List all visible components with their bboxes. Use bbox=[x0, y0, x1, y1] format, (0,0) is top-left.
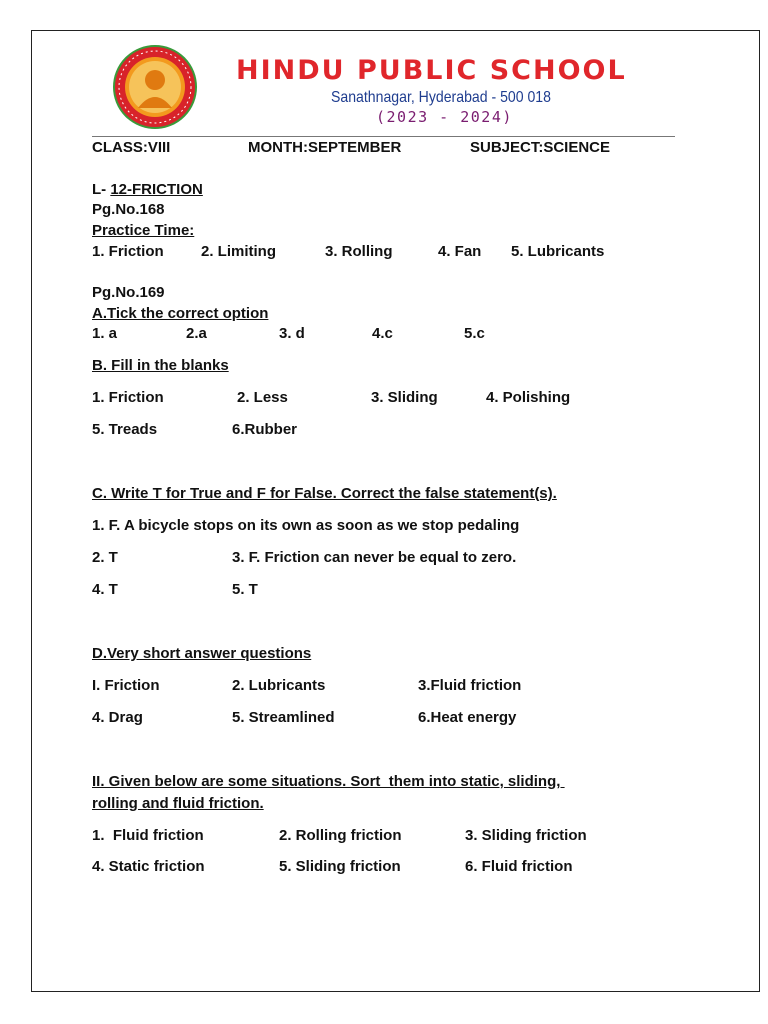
practice-answer: 1. Friction bbox=[92, 243, 164, 260]
section-b-answer: 6.Rubber bbox=[232, 421, 298, 438]
section-d-answer: 5. Streamlined bbox=[232, 709, 335, 726]
section-c-title: C. Write T for True and F for False. Correct the false statement(s). bbox=[92, 485, 557, 502]
section-c-answer: 4. T bbox=[92, 581, 118, 598]
section-ii-answer: 1. Fluid friction bbox=[92, 827, 204, 844]
school-name: HINDU PUBLIC SCHOOL bbox=[236, 55, 627, 86]
month-label: MONTH:SEPTEMBER bbox=[248, 139, 402, 156]
practice-answer: 3. Rolling bbox=[325, 243, 393, 260]
section-ii-title-line1: II. Given below are some situations. Sort them into static, sliding, bbox=[92, 773, 565, 790]
section-c-answer: 1. F. A bicycle stops on its own as soon as we stop pedaling bbox=[92, 517, 520, 534]
section-b-answer: 2. Less bbox=[237, 389, 288, 406]
lesson-title: 12-FRICTION bbox=[110, 181, 203, 198]
section-a-answer: 1. a bbox=[92, 325, 118, 342]
practice-answer: 5. Lubricants bbox=[511, 243, 605, 260]
section-ii-title-line2: rolling and fluid friction. bbox=[92, 795, 264, 812]
practice-answer: 2. Limiting bbox=[201, 243, 276, 260]
lesson-prefix: L- bbox=[92, 181, 111, 198]
section-b-title: B. Fill in the blanks bbox=[92, 357, 229, 374]
section-ii-answer: 2. Rolling friction bbox=[279, 827, 402, 844]
page-border bbox=[31, 30, 760, 992]
section-c-answer: 5. T bbox=[232, 581, 258, 598]
section-a-answer: 3. d bbox=[279, 325, 305, 342]
section-ii-answer: 5. Sliding friction bbox=[279, 858, 401, 875]
section-ii-answer: 6. Fluid friction bbox=[465, 858, 573, 875]
academic-year: (2023 - 2024) bbox=[376, 108, 513, 126]
section-b-answer: 4. Polishing bbox=[486, 389, 571, 406]
lesson-heading bbox=[92, 181, 203, 198]
school-logo bbox=[112, 44, 198, 130]
section-b-answer: 5. Treads bbox=[92, 421, 158, 438]
subject-label: SUBJECT:SCIENCE bbox=[470, 139, 611, 156]
header-divider bbox=[92, 136, 675, 137]
section-a-answer: 4.c bbox=[372, 325, 393, 342]
section-d-answer: 2. Lubricants bbox=[232, 677, 326, 694]
section-ii-answer: 4. Static friction bbox=[92, 858, 205, 875]
page-169-label: Pg.No.169 bbox=[92, 284, 165, 301]
section-d-answer: 6.Heat energy bbox=[418, 709, 517, 726]
section-a-answer: 2.a bbox=[186, 325, 207, 342]
practice-answer: 4. Fan bbox=[438, 243, 482, 260]
section-b-answer: 1. Friction bbox=[92, 389, 164, 406]
page-168-label: Pg.No.168 bbox=[92, 201, 165, 218]
section-a-answer: 5.c bbox=[464, 325, 485, 342]
section-a-title: A.Tick the correct option bbox=[92, 305, 269, 322]
class-label: CLASS:VIII bbox=[92, 139, 171, 156]
practice-time-title: Practice Time: bbox=[92, 222, 195, 239]
section-d-title: D.Very short answer questions bbox=[92, 645, 312, 662]
section-d-answer: 4. Drag bbox=[92, 709, 143, 726]
section-b-answer: 3. Sliding bbox=[371, 389, 438, 406]
section-c-answer: 2. T bbox=[92, 549, 118, 566]
school-address: Sanathnagar, Hyderabad - 500 018 bbox=[331, 89, 551, 106]
section-d-answer: 3.Fluid friction bbox=[418, 677, 522, 694]
section-c-answer: 3. F. Friction can never be equal to zero. bbox=[232, 549, 517, 566]
section-ii-answer: 3. Sliding friction bbox=[465, 827, 587, 844]
section-d-answer: I. Friction bbox=[92, 677, 160, 694]
